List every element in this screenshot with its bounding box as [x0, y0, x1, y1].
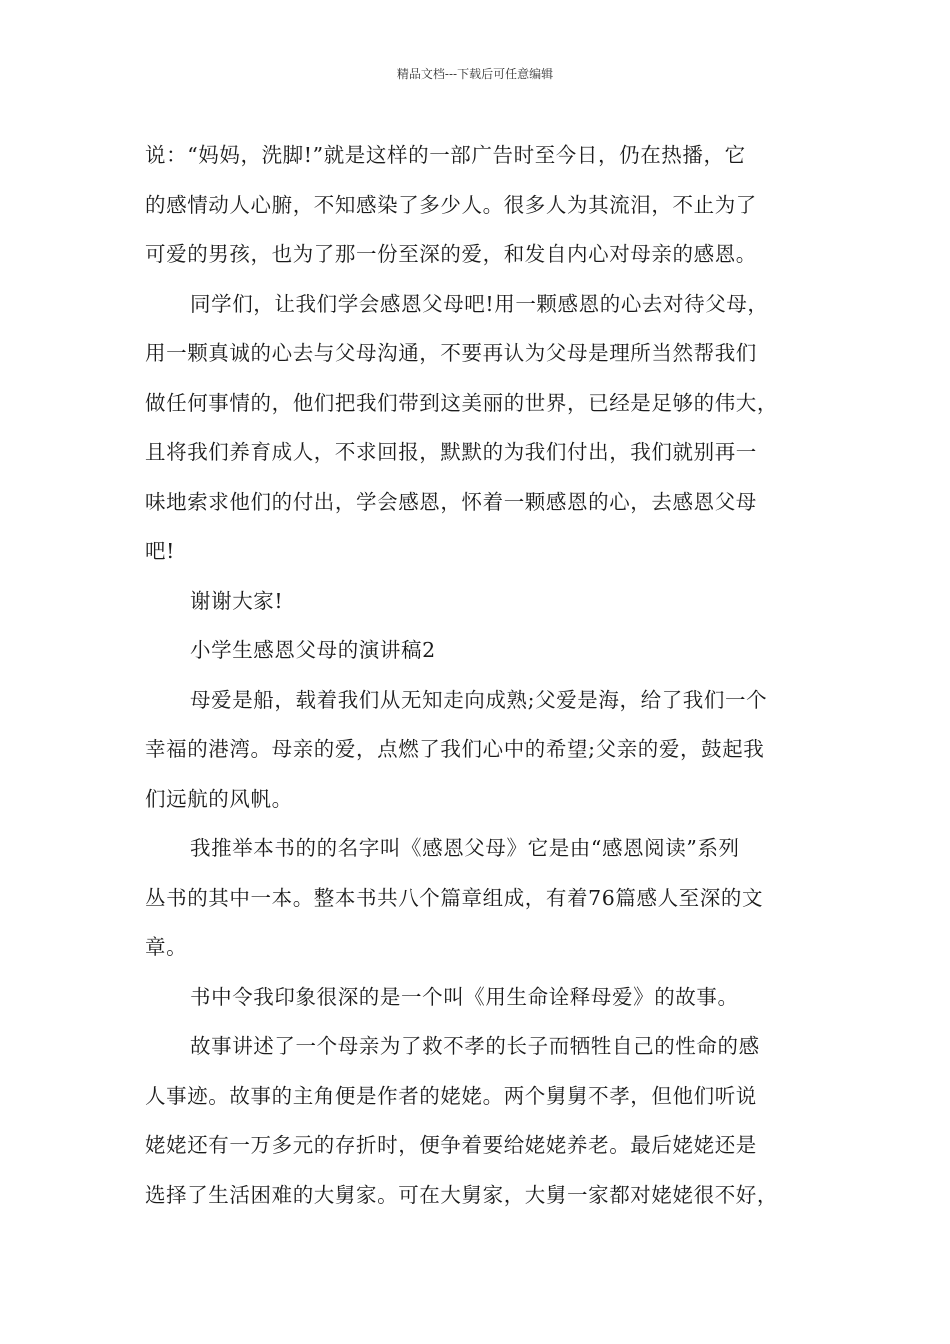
- text-line: 吧!: [145, 539, 175, 563]
- text-line: 同学们，让我们学会感恩父母吧!用一颗感恩的心去对待父母，: [190, 291, 769, 316]
- text-line: 可爱的男孩，也为了那一份至深的爱，和发自内心对母亲的感恩。: [145, 242, 757, 266]
- text-line: 用一颗真诚的心去与父母沟通，不要再认为父母是理所当然帮我们: [145, 341, 757, 365]
- text-line: 人事迹。故事的主角便是作者的姥姥。两个舅舅不孝，但他们听说: [145, 1083, 757, 1108]
- text-line: 幸福的港湾。母亲的爱，点燃了我们心中的希望;父亲的爱，鼓起我: [145, 737, 765, 761]
- text-line: 母爱是船，载着我们从无知走向成熟;父爱是海，给了我们一个: [190, 687, 768, 712]
- text-line: 故事讲述了一个母亲为了救不孝的长子而牺牲自己的性命的感: [190, 1034, 760, 1058]
- text-line: 我推举本书的的名字叫《感恩父母》它是由“感恩阅读”系列: [190, 836, 740, 860]
- text-line: 选择了生活困难的大舅家。可在大舅家，大舅一家都对姥姥很不好，: [145, 1182, 778, 1207]
- text-line: 丛书的其中一本。整本书共八个篇章组成，有着76篇感人至深的文: [145, 885, 764, 910]
- text-line: 且将我们养育成人，不求回报，默默的为我们付出，我们就别再一: [145, 440, 757, 464]
- text-line: 说：“妈妈，洗脚!”就是这样的一部广告时至今日，仍在热播，它: [145, 143, 746, 167]
- document-body: [145, 131, 825, 1220]
- section-title: 小学生感恩父母的演讲稿2: [190, 638, 436, 662]
- text-line: 书中令我印象很深的是一个叫《用生命诠释母爱》的故事。: [190, 984, 739, 1009]
- text-line: 的感情动人心腑，不知感染了多少人。很多人为其流泪，不止为了: [145, 192, 757, 217]
- text-line: 姥姥还有一万多元的存折时，便争着要给姥姥养老。最后姥姥还是: [145, 1133, 757, 1157]
- page-header: 精品文档---下载后可任意编辑: [396, 67, 554, 81]
- text-line: 们远航的风帆。: [145, 786, 293, 811]
- text-line: 做任何事情的，他们把我们带到这美丽的世界，已经是足够的伟大，: [145, 390, 778, 415]
- text-line: 章。: [145, 935, 188, 959]
- text-line: 谢谢大家!: [190, 588, 284, 613]
- text-line: 味地索求他们的付出，学会感恩，怀着一颗感恩的心，去感恩父母: [145, 489, 757, 514]
